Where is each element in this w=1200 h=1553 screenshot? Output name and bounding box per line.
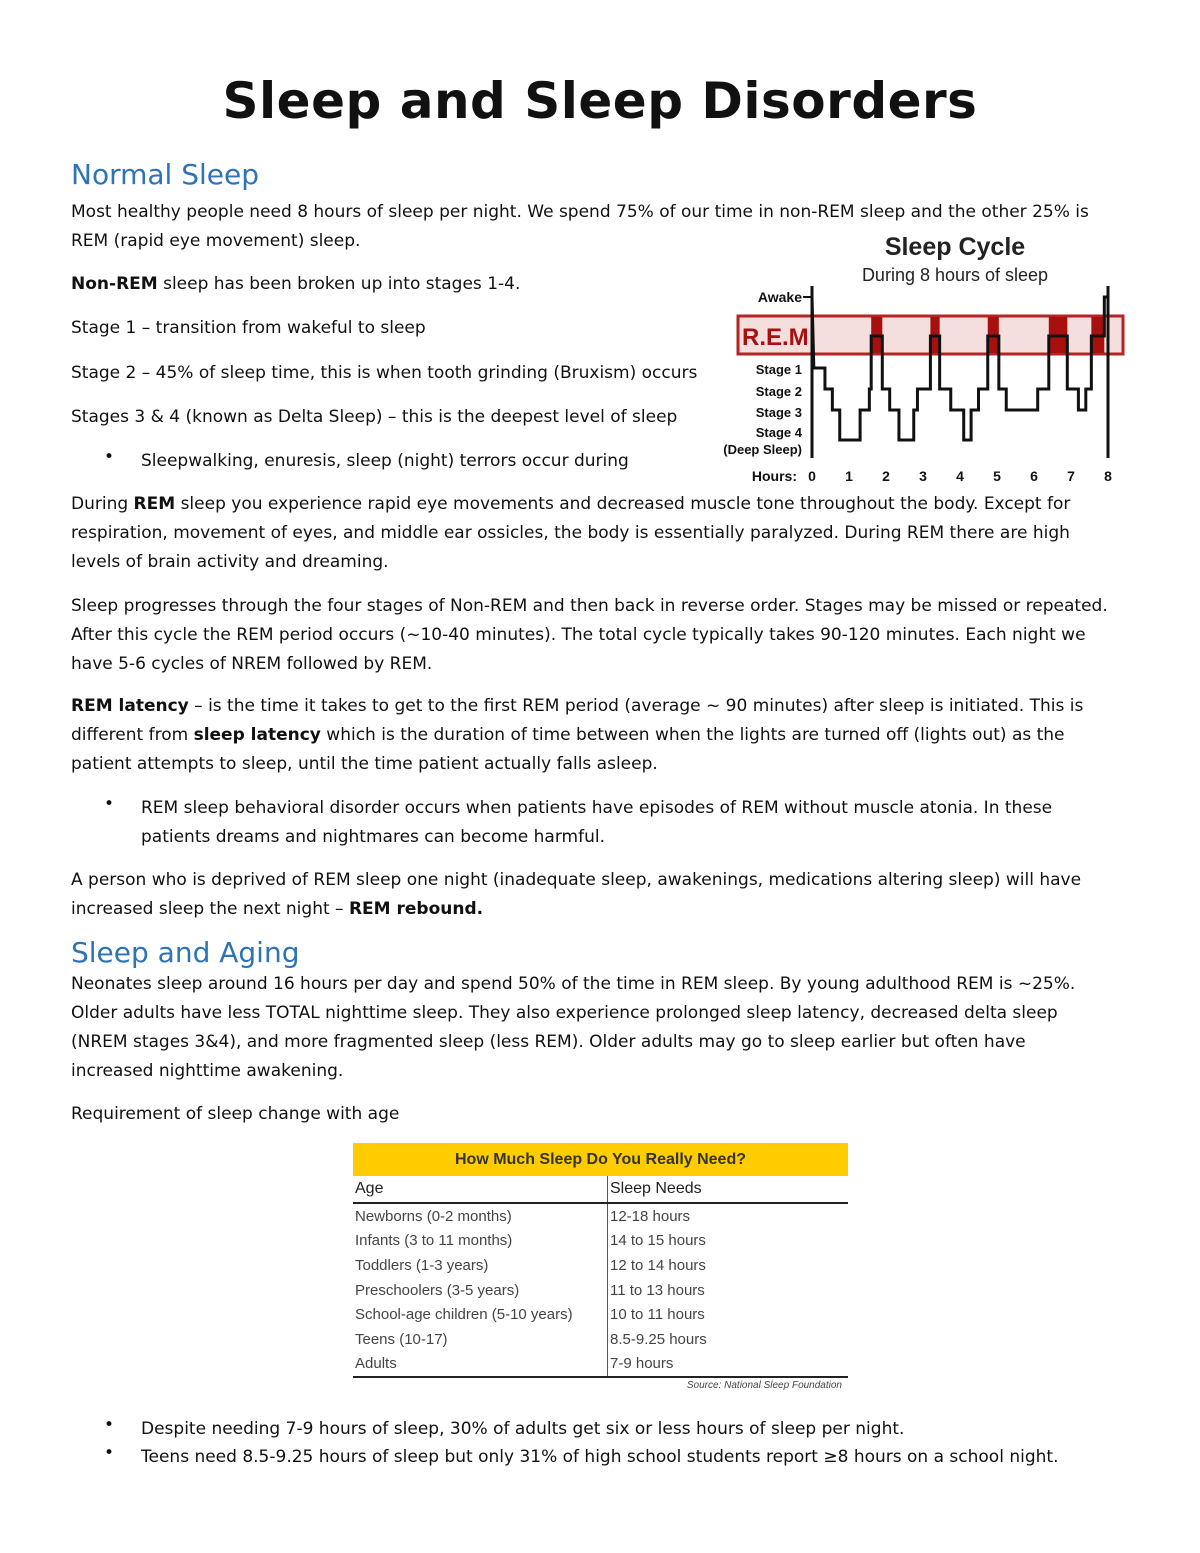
age-cell: Adults: [353, 1352, 608, 1377]
x-tick-label: 4: [956, 468, 964, 484]
stage1-text: Stage 1 – transition from wakeful to sleep: [71, 318, 426, 338]
rem-paragraph: [71, 490, 1151, 577]
table-source: Source: National Sleep Foundation: [686, 1380, 842, 1392]
table-header-row: [353, 1176, 848, 1203]
intro-line-1: Most healthy people need 8 hours of sleep per night. We spend 75% of our time in non-REM sleep and the other 25% is: [71, 202, 1089, 222]
table-row: [353, 1229, 848, 1254]
stage2-text: Stage 2 – 45% of sleep time, this is when tooth grinding (Bruxism) occurs: [71, 363, 698, 383]
age-cell: Toddlers (1-3 years): [353, 1253, 608, 1278]
rbd-line-2: patients dreams and nightmares can become harmful.: [141, 827, 605, 847]
x-tick-label: 7: [1067, 468, 1075, 484]
bullet-dot: •: [104, 1443, 115, 1463]
y-axis-label: Stage 2: [755, 384, 802, 399]
aging-line-1: Neonates sleep around 16 hours per day and spend 50% of the time in REM sleep. By young adulthood REM is ~25%.: [71, 974, 1076, 994]
latency-line-2-rest: which is the duration of time between when the lights are turned off (lights out) as the: [320, 725, 1065, 745]
rbd-line-1: REM sleep behavioral disorder occurs when patients have episodes of REM without muscle atonia. In these: [141, 798, 1053, 818]
rem-rebound-bold: REM rebound.: [348, 899, 484, 919]
x-tick-label: 3: [919, 468, 927, 484]
aging-line-4: increased nighttime awakening.: [71, 1061, 344, 1081]
requirement-text: Requirement of sleep change with age: [71, 1104, 400, 1124]
age-cell: School-age children (5-10 years): [353, 1302, 608, 1327]
rem-pre: During: [71, 494, 134, 514]
sleep-table-grid: [353, 1176, 848, 1376]
header-sleep-needs: Sleep Needs: [608, 1176, 849, 1203]
sleep-latency-bold: sleep latency: [193, 725, 321, 745]
table-row: [353, 1327, 848, 1352]
x-tick-label: 6: [1030, 468, 1038, 484]
rebound-paragraph: [71, 866, 1151, 924]
sleep-needs-cell: 12 to 14 hours: [610, 1256, 706, 1274]
rbd-bullet: [141, 794, 1121, 852]
bullet-dot: •: [104, 794, 115, 814]
intro-line-2: REM (rapid eye movement) sleep.: [71, 231, 361, 251]
latency-line-3: patient attempts to sleep, until the time patient actually falls asleep.: [71, 754, 658, 774]
nonrem-paragraph: [71, 270, 721, 299]
bullet-dot: •: [104, 447, 115, 467]
stage34-bullet: Sleepwalking, enuresis, sleep (night) terrors occur during: [141, 451, 629, 471]
bullet-dot: •: [104, 1415, 115, 1435]
table-row: [353, 1203, 848, 1229]
table-bottom-rule: [353, 1376, 848, 1378]
chart-plot: [723, 286, 1123, 484]
sleep-cycle-chart: [705, 230, 1130, 488]
sleep-needs-cell: 12-18 hours: [610, 1207, 691, 1225]
latency-line-1: – is the time it takes to get to the first REM period (average ~ 90 minutes) after sleep is initiated. This is: [188, 696, 1084, 716]
rem-latency-bold: REM latency: [71, 696, 189, 716]
x-tick-label: 1: [845, 468, 853, 484]
sleep-needs-cell: 11 to 13 hours: [610, 1281, 705, 1299]
prog-line-3: have 5-6 cycles of NREM followed by REM.: [71, 654, 433, 674]
table-row: [353, 1278, 848, 1303]
age-cell: Newborns (0-2 months): [353, 1203, 608, 1229]
y-axis-label: Stage 4: [755, 425, 802, 440]
sleep-needs-cell: 10 to 11 hours: [610, 1306, 705, 1324]
nonrem-rest: sleep has been broken up into stages 1-4.: [157, 274, 521, 294]
table-row: [353, 1253, 848, 1278]
y-axis-label: (Deep Sleep): [723, 442, 802, 457]
x-axis-label: Hours:: [751, 468, 797, 484]
y-axis-label: Stage 1: [755, 362, 802, 377]
normal-sleep-heading: Normal Sleep: [71, 158, 259, 191]
prog-line-2: After this cycle the REM period occurs (~10-40 minutes). The total cycle typically takes 90-120 minutes. Each night we: [71, 625, 1086, 645]
aging-line-2: Older adults have less TOTAL nighttime sleep. They also experience prolonged sleep latency, decreased delta sleep: [71, 1003, 1058, 1023]
nonrem-bold: Non-REM: [71, 274, 158, 294]
table-row: [353, 1352, 848, 1377]
sleep-aging-heading: Sleep and Aging: [71, 936, 300, 969]
final-bullet-1: Despite needing 7-9 hours of sleep, 30% of adults get six or less hours of sleep per night.: [141, 1419, 905, 1439]
table-title: How Much Sleep Do You Really Need?: [353, 1143, 848, 1176]
sleep-needs-table: [353, 1143, 848, 1391]
progression-paragraph: [71, 592, 1151, 679]
x-tick-label: 2: [882, 468, 890, 484]
rem-bold: REM: [133, 494, 176, 514]
page-title: Sleep and Sleep Disorders: [222, 72, 978, 130]
sleep-needs-cell: 7-9 hours: [610, 1355, 674, 1373]
x-tick-label: 5: [993, 468, 1001, 484]
rebound-line-2: increased sleep the next night –: [71, 899, 349, 919]
stage34-text: Stages 3 & 4 (known as Delta Sleep) – this is the deepest level of sleep: [71, 407, 678, 427]
age-cell: Teens (10-17): [353, 1327, 608, 1352]
rem-line-1: sleep you experience rapid eye movements and decreased muscle tone throughout the body. Except for: [175, 494, 1071, 514]
rem-line-3: levels of brain activity and dreaming.: [71, 552, 389, 572]
prog-line-1: Sleep progresses through the four stages of Non-REM and then back in reverse order. Stages may be missed or repeated.: [71, 596, 1108, 616]
x-tick-label: 0: [808, 468, 816, 484]
y-axis-label: Stage 3: [755, 405, 802, 420]
chart-title: Sleep Cycle: [884, 233, 1026, 261]
aging-paragraph: [71, 970, 1151, 1086]
rem-line-2: respiration, movement of eyes, and middle ear ossicles, the body is essentially paralyzed. During REM there are high: [71, 523, 1070, 543]
age-cell: Preschoolers (3-5 years): [353, 1278, 608, 1303]
aging-line-3: (NREM stages 3&4), and more fragmented sleep (less REM). Older adults may go to sleep earlier but often have: [71, 1032, 1026, 1052]
latency-paragraph: [71, 692, 1151, 779]
rebound-line-1: A person who is deprived of REM sleep one night (inadequate sleep, awakenings, medications altering sleep) will have: [71, 870, 1082, 890]
header-age: Age: [353, 1176, 608, 1203]
y-axis-label: R.E.M: [742, 324, 809, 351]
age-cell: Infants (3 to 11 months): [353, 1229, 608, 1254]
y-axis-label: Awake: [757, 289, 802, 305]
table-row: [353, 1302, 848, 1327]
x-tick-label: 8: [1104, 468, 1112, 484]
chart-subtitle: During 8 hours of sleep: [861, 265, 1049, 285]
final-bullet-2: Teens need 8.5-9.25 hours of sleep but only 31% of high school students report ≥8 hours on a school night.: [141, 1447, 1059, 1467]
sleep-needs-cell: 8.5-9.25 hours: [610, 1330, 707, 1348]
latency-line-2-pre: different from: [71, 725, 194, 745]
sleep-needs-cell: 14 to 15 hours: [610, 1232, 706, 1250]
